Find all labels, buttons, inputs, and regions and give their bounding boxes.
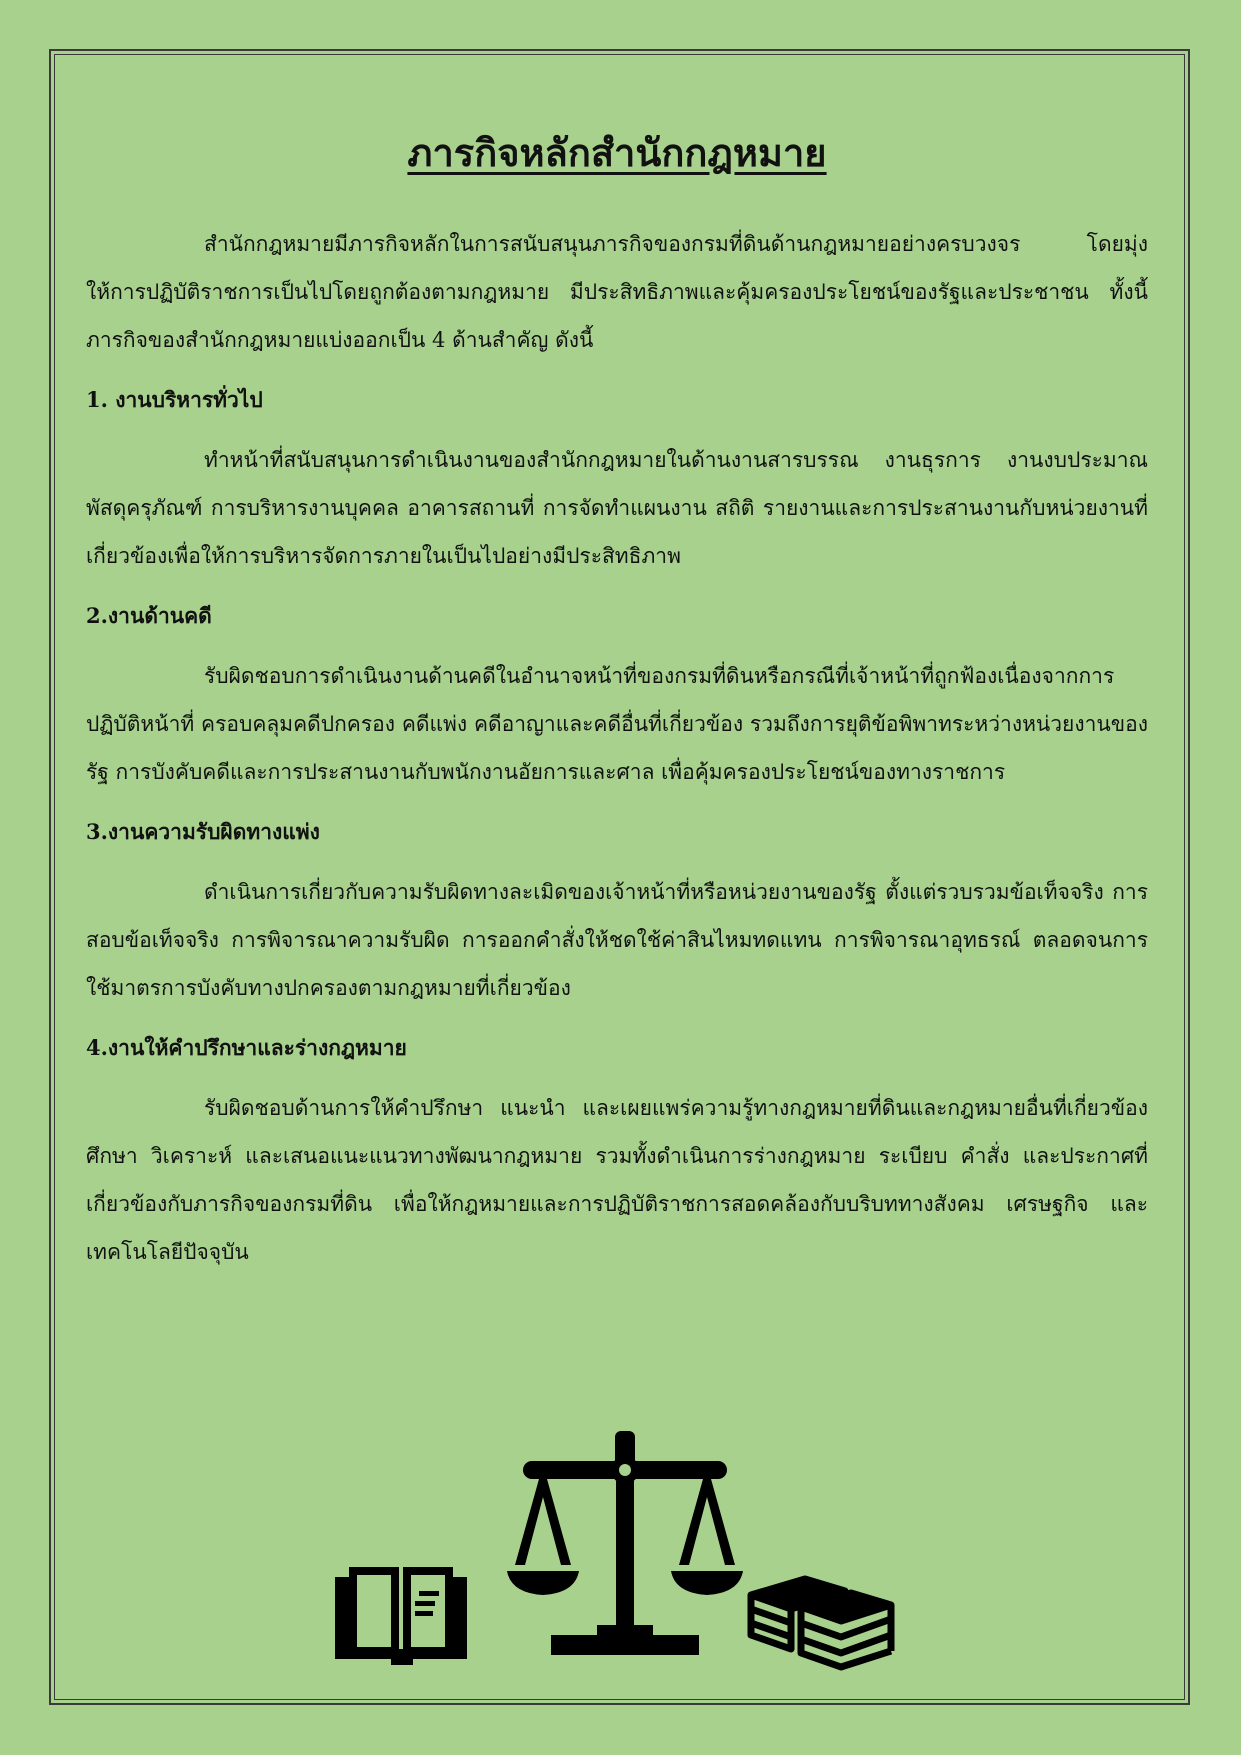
section-heading-3: 3.งานความรับผิดทางแพ่ง (86, 818, 320, 844)
section-body-3: ดำเนินการเกี่ยวกับความรับผิดทางละเมิดของเจ้าหน้าที่หรือหน่วยงานของรัฐ ตั้งแต่รวบรวมข้อเท็จจริง การสอบข้อเท็จจริง การพิจารณาความรับผิด การออกคำสั่งให้ชดใช้ค่าสินไหมทดแทน การพิจารณาอุทธรณ์ ตลอดจนการใช้มาตรการบังคับทางปกครองตามกฎหมายที่เกี่ยวข้อง (86, 879, 1148, 1000)
section-body-4: รับผิดชอบด้านการให้คำปรึกษา แนะนำ และเผยแพร่ความรู้ทางกฎหมายที่ดินและกฎหมายอื่นที่เกี่ยวข้อง ศึกษา วิเคราะห์ และเสนอแนะแนวทางพัฒนากฎหมาย รวมทั้งดำเนินการร่างกฎหมาย ระเบียบ คำสั่ง และประกาศที่เกี่ยวข้องกับภารกิจของกรมที่ดิน เพื่อให้กฎหมายและการปฏิบัติราชการสอดคล้องกับบริบททางสังคม เศรษฐกิจ และเทคโนโลยีปัจจุบัน (86, 1095, 1148, 1264)
scales-of-justice-icon (505, 1425, 745, 1660)
book-stack-icon (745, 1565, 900, 1680)
page-title: ภารกิจหลักสำนักกฎหมาย (407, 130, 827, 175)
law-illustration (325, 1425, 905, 1685)
section-body-1: ทำหน้าที่สนับสนุนการดำเนินงานของสำนักกฎหมายในด้านงานสารบรรณ งานธุรการ งานงบประมาณ พัสดุครุภัณฑ์ การบริหารงานบุคคล อาคารสถานที่ การจัดทำแผนงาน สถิติ รายงานและการประสานงานกับหน่วยงานที่เกี่ยวข้องเพื่อให้การบริหารจัดการภายในเป็นไปอย่างมีประสิทธิภาพ (86, 447, 1148, 568)
section-body-2: รับผิดชอบการดำเนินงานด้านคดีในอำนาจหน้าที่ของกรมที่ดินหรือกรณีที่เจ้าหน้าที่ถูกฟ้องเนื่องจากการปฏิบัติหน้าที่ ครอบคลุมคดีปกครอง คดีแพ่ง คดีอาญาและคดีอื่นที่เกี่ยวข้อง รวมถึงการยุติข้อพิพาทระหว่างหน่วยงานของรัฐ การบังคับคดีและการประสานงานกับพนักงานอัยการและศาล เพื่อคุ้มครองประโยชน์ของทางราชการ (86, 663, 1148, 784)
document-body (86, 130, 1148, 1276)
section-heading-1: 1. งานบริหารทั่วไป (86, 386, 263, 412)
open-book-icon (331, 1565, 471, 1670)
section-heading-4: 4.งานให้คำปรึกษาและร่างกฎหมาย (86, 1034, 407, 1060)
section-heading-2: 2.งานด้านคดี (86, 602, 212, 628)
intro-paragraph: สำนักกฎหมายมีภารกิจหลักในการสนับสนุนภารกิจของกรมที่ดินด้านกฎหมายอย่างครบวงจร โดยมุ่งให้การปฏิบัติราชการเป็นไปโดยถูกต้องตามกฎหมาย มีประสิทธิภาพและคุ้มครองประโยชน์ของรัฐและประชาชน ทั้งนี้ ภารกิจของสำนักกฎหมายแบ่งออกเป็น 4 ด้านสำคัญ ดังนี้ (86, 231, 1148, 352)
